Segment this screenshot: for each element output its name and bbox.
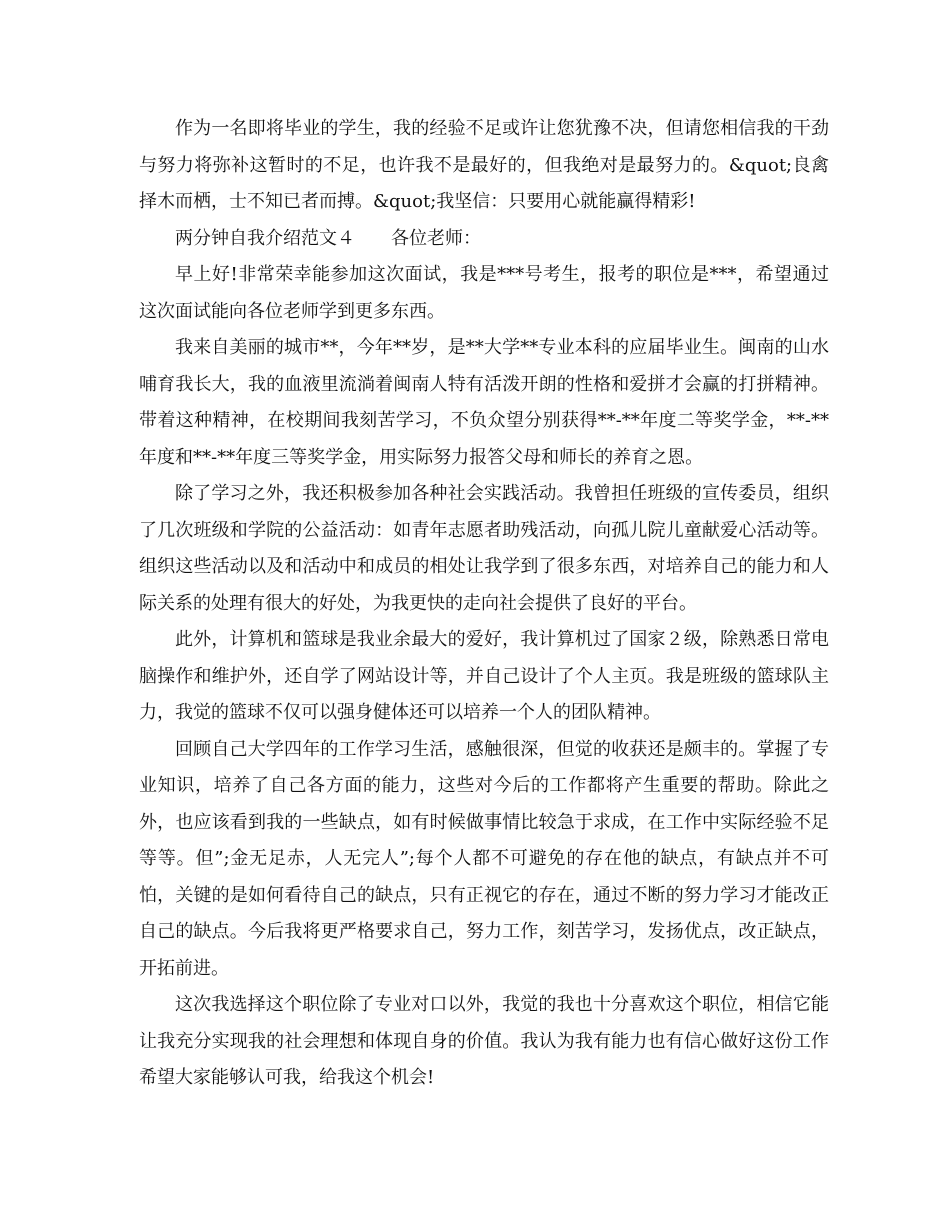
paragraph-effort: 作为一名即将毕业的学生，我的经验不足或许让您犹豫不决，但请您相信我的干劲与努力将弥补这暂时的不足，也许我不是最好的，但我绝对是最努力的。&quot;良禽择木而栖，士不知已者而搏。&quot;我坚信：只要用心就能赢得精彩! [139,118,829,212]
paragraph-heading-sample-4: 两分钟自我介绍范文４ 各位老师： [175,227,481,249]
document-body [139,111,829,1097]
paragraph-reflection: 回顾自己大学四年的工作学习生活，感触很深，但觉的收获还是颇丰的。掌握了专业知识，培养了自己各方面的能力，这些对今后的工作都将产生重要的帮助。除此之外，也应该看到我的一些缺点，如有时候做事情比较急于求成，在工作中实际经验不足等等。但”;金无足赤，人无完人”;每个人都不可避免的存在他的缺点，有缺点并不可怕，关键的是如何看待自己的缺点，只有正视它的存在，通过不断的努力学习才能改正自己的缺点。今后我将更严格要求自己，努力工作，刻苦学习，发扬优点，改正缺点，开拓前进。 [139,738,829,979]
paragraph-conclusion: 这次我选择这个职位除了专业对口以外，我觉的我也十分喜欢这个职位，相信它能让我充分实现我的社会理想和体现自身的价值。我认为我有能力也有信心做好这份工作希望大家能够认可我，给我这个机会! [139,994,829,1088]
paragraph-activities: 除了学习之外，我还积极参加各种社会实践活动。我曾担任班级的宣传委员，组织了几次班级和学院的公益活动：如青年志愿者助残活动，向孤儿院儿童献爱心活动等。组织这些活动以及和活动中和成员的相处让我学到了很多东西，对培养自己的能力和人际关系的处理有很大的好处，为我更快的走向社会提供了良好的平台。 [139,483,829,614]
paragraph-greeting: 早上好!非常荣幸能参加这次面试，我是***号考生，报考的职位是***，希望通过这次面试能向各位老师学到更多东西。 [139,264,829,322]
paragraph-background: 我来自美丽的城市**，今年**岁，是**大学**专业本科的应届毕业生。闽南的山水哺育我长大，我的血液里流淌着闽南人特有活泼开朗的性格和爱拼才会赢的打拼精神。带着这种精神，在校期间我刻苦学习，不负众望分别获得**-**年度二等奖学金，**-**年度和**-**年度三等奖学金，用实际努力报答父母和师长的养育之恩。 [139,337,829,468]
paragraph-hobbies: 此外，计算机和篮球是我业余最大的爱好，我计算机过了国家２级，除熟悉日常电脑操作和维护外，还自学了网站设计等，并自己设计了个人主页。我是班级的篮球队主力，我觉的篮球不仅可以强身健体还可以培养一个人的团队精神。 [139,629,829,723]
